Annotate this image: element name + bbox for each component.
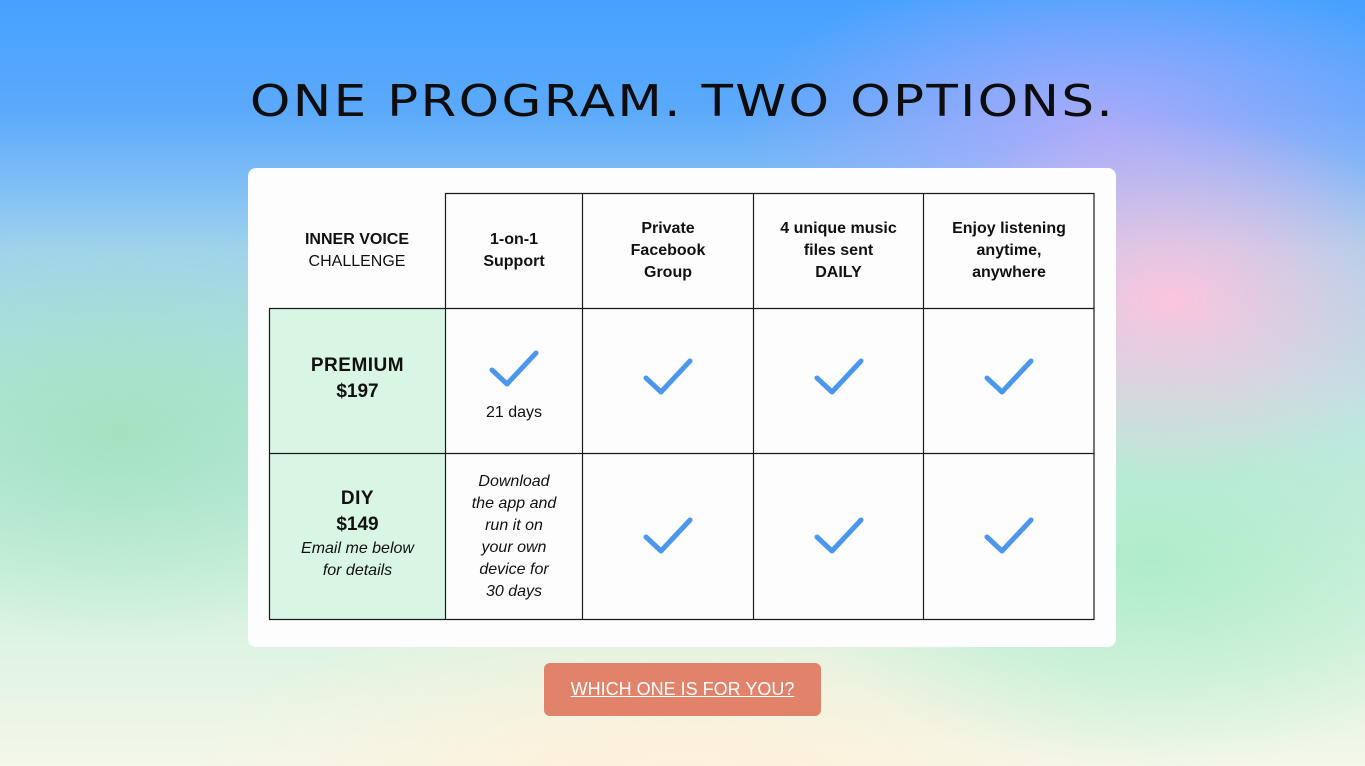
premium-plan-price: $197 [336, 381, 379, 402]
feature-header-line: Enjoy listening [952, 220, 1066, 237]
feature-header-line: files sent [803, 242, 874, 259]
diy-support-line: device for [479, 560, 549, 578]
diy-support-line: your own [481, 538, 547, 556]
feature-header-line: Private [641, 220, 695, 237]
premium-support-cell [446, 309, 582, 453]
program-subtitle: CHALLENGE [308, 253, 406, 270]
which-one-button[interactable]: WHICH ONE IS FOR YOU? [544, 663, 821, 716]
program-title: INNER VOICE [304, 231, 409, 248]
feature-header-line: anytime, [976, 242, 1042, 259]
premium-facebook-cell [583, 309, 753, 453]
premium-plan-cell [270, 309, 445, 453]
feature-header-music-files [754, 194, 923, 308]
check-icon [984, 358, 1034, 396]
feature-header-line: anywhere [972, 264, 1046, 281]
premium-listening-cell [924, 309, 1094, 453]
premium-music-cell [754, 309, 923, 453]
feature-header-line: Support [483, 253, 545, 270]
diy-music-cell [754, 454, 923, 619]
feature-header-facebook-group [583, 194, 753, 308]
diy-support-line: 30 days [485, 582, 543, 600]
feature-header-listening [924, 194, 1094, 308]
diy-plan-note-line: for details [322, 561, 393, 579]
check-icon [984, 517, 1034, 555]
feature-header-line: 4 unique music [780, 220, 897, 237]
diy-plan-price: $149 [336, 513, 379, 535]
feature-header-line: 1-on-1 [490, 231, 538, 248]
diy-listening-cell [924, 454, 1094, 619]
check-icon [814, 517, 864, 555]
diy-plan-cell [270, 454, 445, 619]
feature-header-line: Group [644, 264, 692, 281]
diy-support-line: the app and [471, 494, 557, 512]
page-headline: ONE PROGRAM. TWO OPTIONS. [249, 76, 1116, 127]
diy-support-line: run it on [485, 516, 543, 534]
diy-support-line: Download [478, 472, 550, 490]
feature-header-line: DAILY [815, 264, 862, 281]
premium-plan-name: PREMIUM [310, 355, 405, 376]
premium-support-duration: 21 days [485, 404, 543, 421]
comparison-card [248, 168, 1116, 647]
check-icon [643, 517, 693, 555]
feature-header-line: Facebook [630, 242, 706, 259]
check-icon [489, 350, 539, 388]
diy-plan-name: DIY [340, 487, 375, 509]
diy-facebook-cell [583, 454, 753, 619]
feature-header-support [446, 194, 582, 308]
diy-support-cell [446, 454, 582, 619]
diy-plan-note-line: Email me below [301, 539, 414, 557]
check-icon [643, 358, 693, 396]
check-icon [814, 358, 864, 396]
program-name-cell [269, 194, 445, 308]
